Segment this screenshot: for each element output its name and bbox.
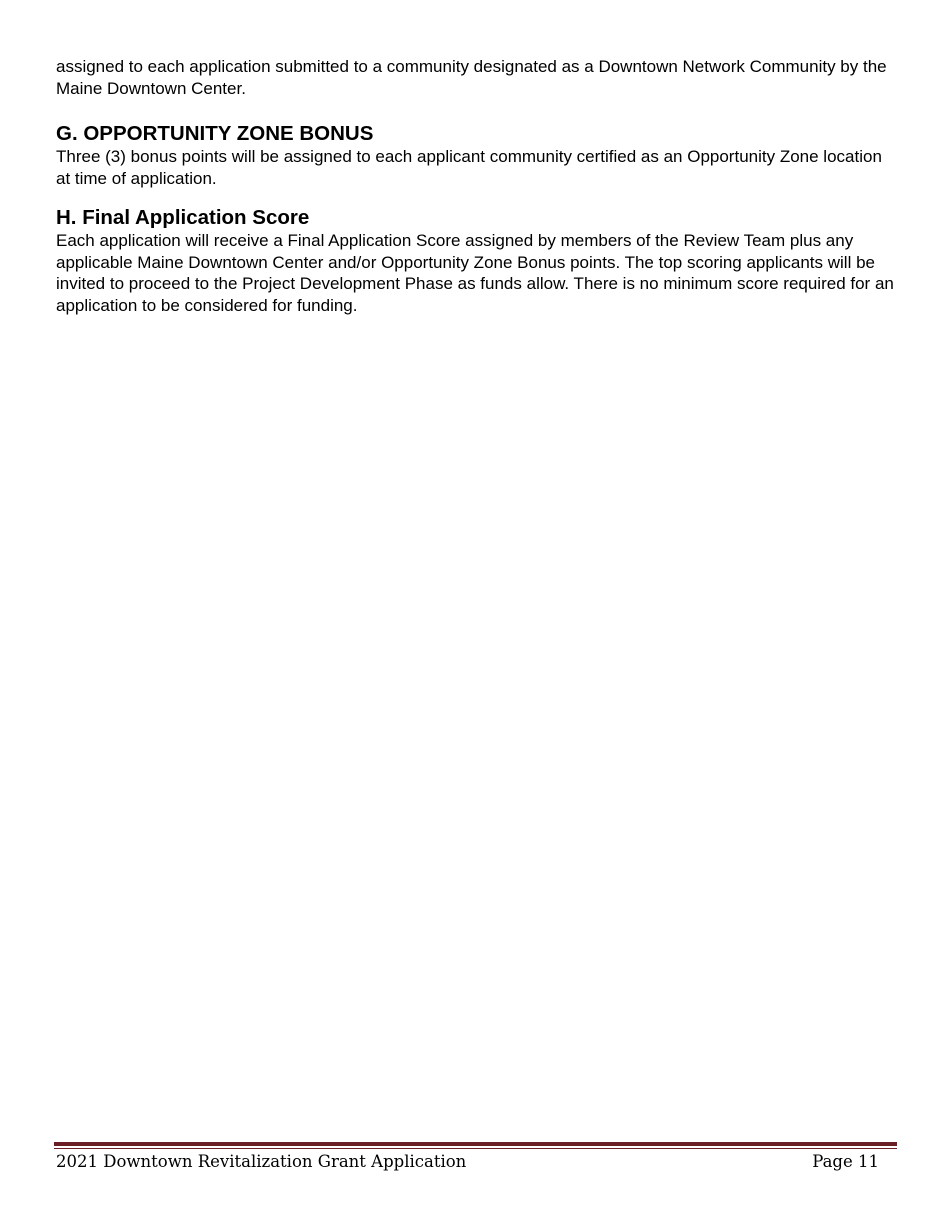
footer-divider-thick [54, 1142, 897, 1146]
footer-document-title: 2021 Downtown Revitalization Grant Application [56, 1152, 467, 1171]
section-g-body: Three (3) bonus points will be assigned to each applicant community certified as an Opportunity Zone location at time of application. [56, 147, 882, 188]
page-content [56, 56, 898, 316]
footer-page-number: Page 11 [812, 1152, 879, 1171]
section-g-heading: G. OPPORTUNITY ZONE BONUS [56, 122, 374, 145]
section-h-heading: H. Final Application Score [56, 206, 310, 229]
section-h-body: Each application will receive a Final Application Score assigned by members of the Review Team plus any applicable Maine Downtown Center and/or Opportunity Zone Bonus points. The top scoring applicants will be invited to proceed to the Project Development Phase as funds allow. There is no minimum score required for an application to be considered for funding. [56, 231, 894, 315]
footer-divider-thin [54, 1148, 897, 1150]
intro-paragraph: assigned to each application submitted to a community designated as a Downtown Network Community by the Maine Downtown Center. [56, 57, 887, 98]
